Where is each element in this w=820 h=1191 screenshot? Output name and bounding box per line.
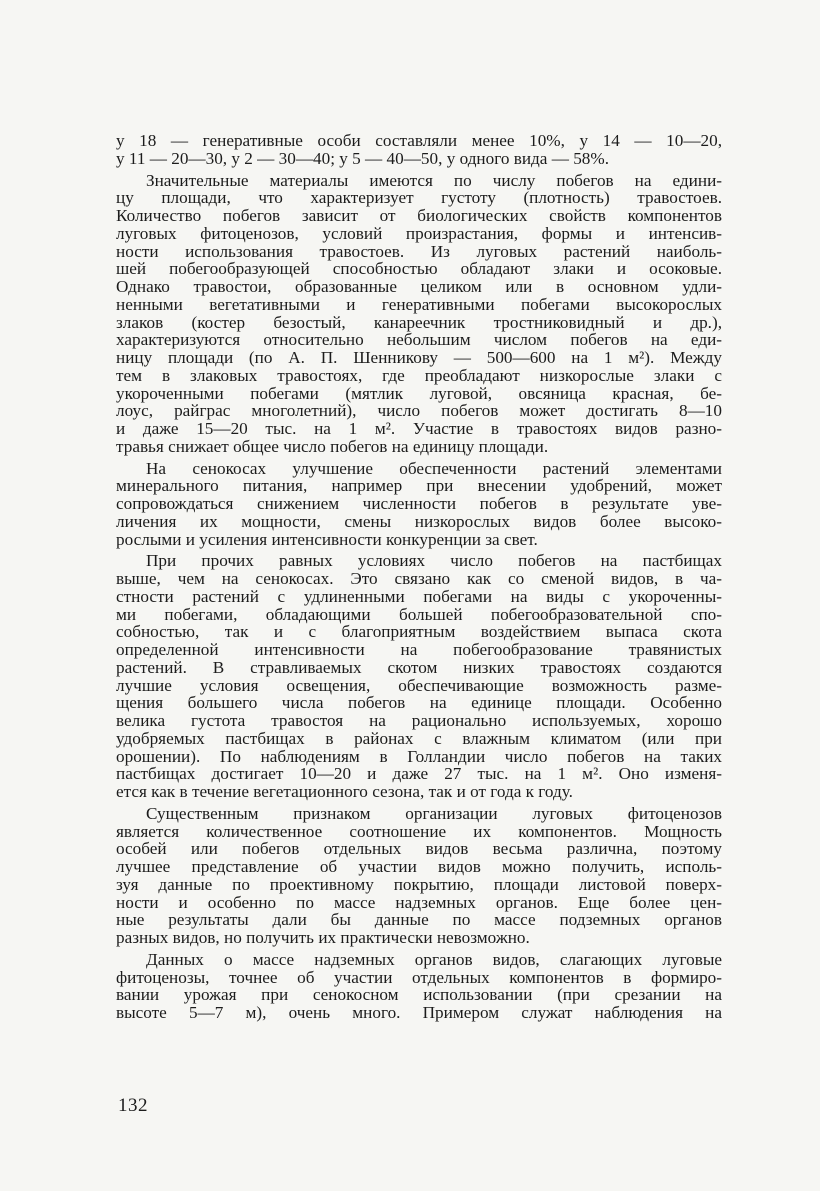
- text-line: собностью, так и с благоприятным воздействием выпаса скота: [116, 622, 722, 642]
- text-line: ности использования травостоев. Из луговых растений наиболь-: [116, 241, 722, 261]
- text-line: выше, чем на сенокосах. Это связано как со сменой видов, в ча-: [116, 569, 722, 588]
- text-line: зуя данные по проективному покрытию, площади листовой поверх-: [116, 874, 722, 894]
- text-line: Количество побегов зависит от биологических свойств компонентов: [116, 206, 722, 225]
- text-line: Данных о массе надземных органов видов, слагающих луговые: [146, 949, 722, 969]
- text-line: Однако травостои, образованные целиком или в основном удли-: [116, 277, 722, 296]
- text-line: удобряемых пастбищах в районах с влажным климатом (или при: [116, 728, 722, 748]
- text-line: сопровождаться снижением численности побегов в результате уве-: [116, 494, 722, 513]
- text-line: орошении). По наблюдениям в Голландии число побегов на таких: [116, 746, 722, 766]
- text-line: ницу площади (по А. П. Шенникову — 500—600 на 1 м²). Между: [116, 348, 722, 367]
- text-line: разных видов, но получить их практически невозможно.: [116, 928, 530, 947]
- text-line: ности и особенно по массе надземных органов. Еще более цен-: [116, 892, 722, 912]
- text-line: При прочих равных условиях число побегов на пастбищах: [146, 551, 722, 571]
- page-number: 132: [118, 1095, 148, 1116]
- text-line: ные результаты дали бы данные по массе подземных органов: [116, 910, 722, 930]
- text-line: укороченными побегами (мятлик луговой, овсяница красная, бе-: [116, 383, 722, 403]
- page-body: [116, 132, 722, 1022]
- text-line: злаков (костер безостый, канареечник тростниковидный и др.),: [116, 312, 722, 332]
- text-line: Существенным признаком организации луговых фитоценозов: [146, 803, 722, 823]
- text-line: у 11 — 20—30, у 2 — 30—40; у 5 — 40—50, у одного вида — 58%.: [116, 148, 610, 168]
- text-line: пастбищах достигает 10—20 и даже 27 тыс. на 1 м². Оно изменя-: [116, 764, 722, 784]
- text-line: вании урожая при сенокосном использовании (при срезании на: [116, 985, 722, 1005]
- text-line: На сенокосах улучшение обеспеченности растений элементами: [146, 458, 722, 478]
- text-line: фитоценозы, точнее об участии отдельных компонентов в формиро-: [116, 967, 722, 987]
- text-line: щения большего числа побегов на единице площади. Особенно: [116, 693, 722, 713]
- text-line: характеризуются относительно небольшим числом побегов на еди-: [116, 330, 722, 350]
- text-line: рослыми и усиления интенсивности конкуренции за свет.: [116, 529, 538, 549]
- text-line: тем в злаковых травостоях, где преобладают низкорослые злаки с: [116, 365, 722, 385]
- text-line: личения их мощности, смены низкорослых видов более высоко-: [116, 511, 722, 531]
- text-line: лучшие условия освещения, обеспечивающие возможность разме-: [116, 675, 722, 695]
- text-line: лоус, райграс многолетний), число побегов может достигать 8—10: [116, 401, 722, 421]
- text-line: шей побегообразующей способностью обладают злаки и осоковые.: [116, 259, 722, 279]
- text-line: Значительные материалы имеются по числу побегов на едини-: [146, 170, 722, 190]
- text-line: является количественное соотношение их компонентов. Мощность: [116, 821, 722, 841]
- text-line: высоте 5—7 м), очень много. Примером служат наблюдения на: [116, 1003, 722, 1022]
- text-line: особей или побегов отдельных видов весьма различна, поэтому: [116, 839, 722, 859]
- text-line: ненными вегетативными и генеративными побегами высокорослых: [116, 294, 722, 314]
- text-line: минерального питания, например при внесении удобрений, может: [116, 476, 722, 496]
- text-line: у 18 — генеративные особи составляли менее 10%, у 14 — 10—20,: [116, 131, 722, 150]
- text-line: ми побегами, обладающими большей побегообразовательной спо-: [116, 604, 722, 624]
- text-line: стности растений с удлиненными побегами на виды с укороченны-: [116, 586, 722, 606]
- text-line: травья снижает общее число побегов на единицу площади.: [116, 436, 549, 456]
- text-line: растений. В стравливаемых скотом низких травостоях создаются: [116, 657, 722, 677]
- text-line: цу площади, что характеризует густоту (плотность) травостоев.: [116, 188, 722, 208]
- text-line: луговых фитоценозов, условий произрастания, формы и интенсив-: [116, 223, 722, 243]
- text-line: лучшее представление об участии видов можно получить, исполь-: [116, 857, 722, 876]
- text-line: и даже 15—20 тыс. на 1 м². Участие в травостоях видов разно-: [116, 419, 722, 438]
- text-line: определенной интенсивности на побегообразование травянистых: [116, 640, 722, 659]
- text-line: велика густота травостоя на рационально используемых, хорошо: [116, 711, 722, 730]
- text-line: ется как в течение вегетационного сезона, так и от года к году.: [116, 782, 573, 801]
